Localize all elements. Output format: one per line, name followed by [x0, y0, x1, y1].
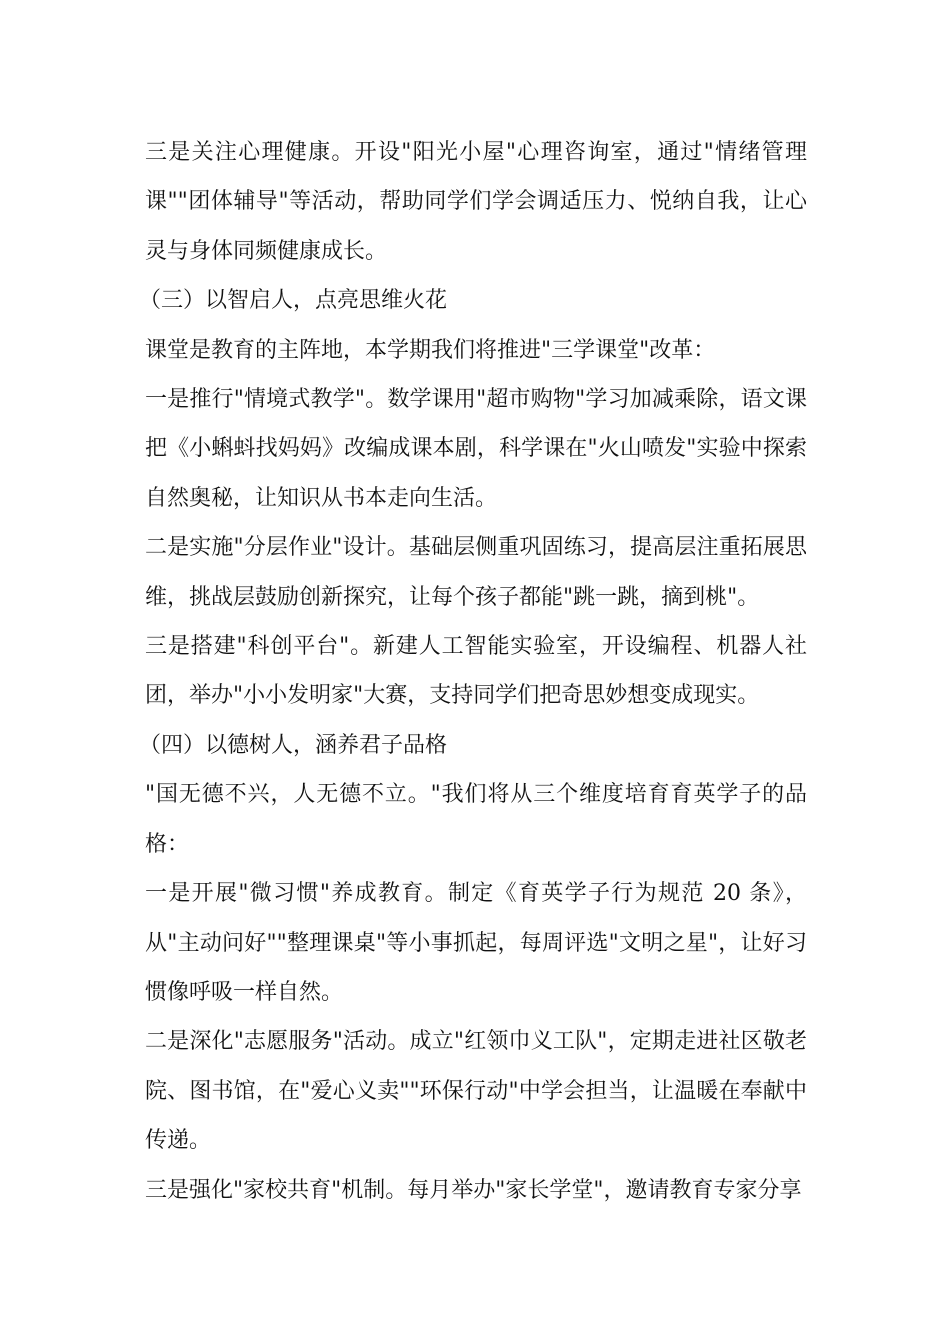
paragraph-virtue-intro: "国无德不兴，人无德不立。"我们将从三个维度培育育英学子的品格： [145, 782, 807, 857]
paragraph-tech-platform: 三是搭建"科创平台"。新建人工智能实验室，开设编程、机器人社团，举办"小小发明家"大赛，支持同学们把奇思妙想变成现实。 [145, 634, 807, 709]
section-heading-3: （三）以智启人，点亮思维火花 [139, 288, 448, 314]
section-heading-4: （四）以德树人，涵养君子品格 [139, 732, 448, 758]
paragraph-home-school: 三是强化"家校共育"机制。每月举办"家长学堂"，邀请教育专家分享 [145, 1177, 802, 1203]
paragraph-mental-health: 三是关注心理健康。开设"阳光小屋"心理咨询室，通过"情绪管理课""团体辅导"等活动，帮助同学们学会调适压力、悦纳自我，让心灵与身体同频健康成长。 [145, 140, 807, 264]
paragraph-volunteer-service: 二是深化"志愿服务"活动。成立"红领巾义工队"，定期走进社区敬老院、图书馆，在"爱心义卖""环保行动"中学会担当，让温暖在奉献中传递。 [145, 1029, 807, 1154]
paragraph-classroom-intro: 课堂是教育的主阵地，本学期我们将推进"三学课堂"改革： [145, 337, 716, 363]
paragraph-micro-habits: 一是开展"微习惯"养成教育。制定《育英学子行为规范 20 条》，从"主动问好""整理课桌"等小事抓起，每周评选"文明之星"，让好习惯像呼吸一样自然。 [145, 881, 807, 1005]
paragraph-situational-teaching: 一是推行"情境式教学"。数学课用"超市购物"学习加减乘除，语文课把《小蝌蚪找妈妈》改编成课本剧，科学课在"火山喷发"实验中探索自然奥秘，让知识从书本走向生活。 [145, 387, 807, 511]
document-body [139, 128, 807, 1215]
paragraph-layered-homework: 二是实施"分层作业"设计。基础层侧重巩固练习，提高层注重拓展思维，挑战层鼓励创新探究，让每个孩子都能"跳一跳，摘到桃"。 [145, 535, 807, 610]
